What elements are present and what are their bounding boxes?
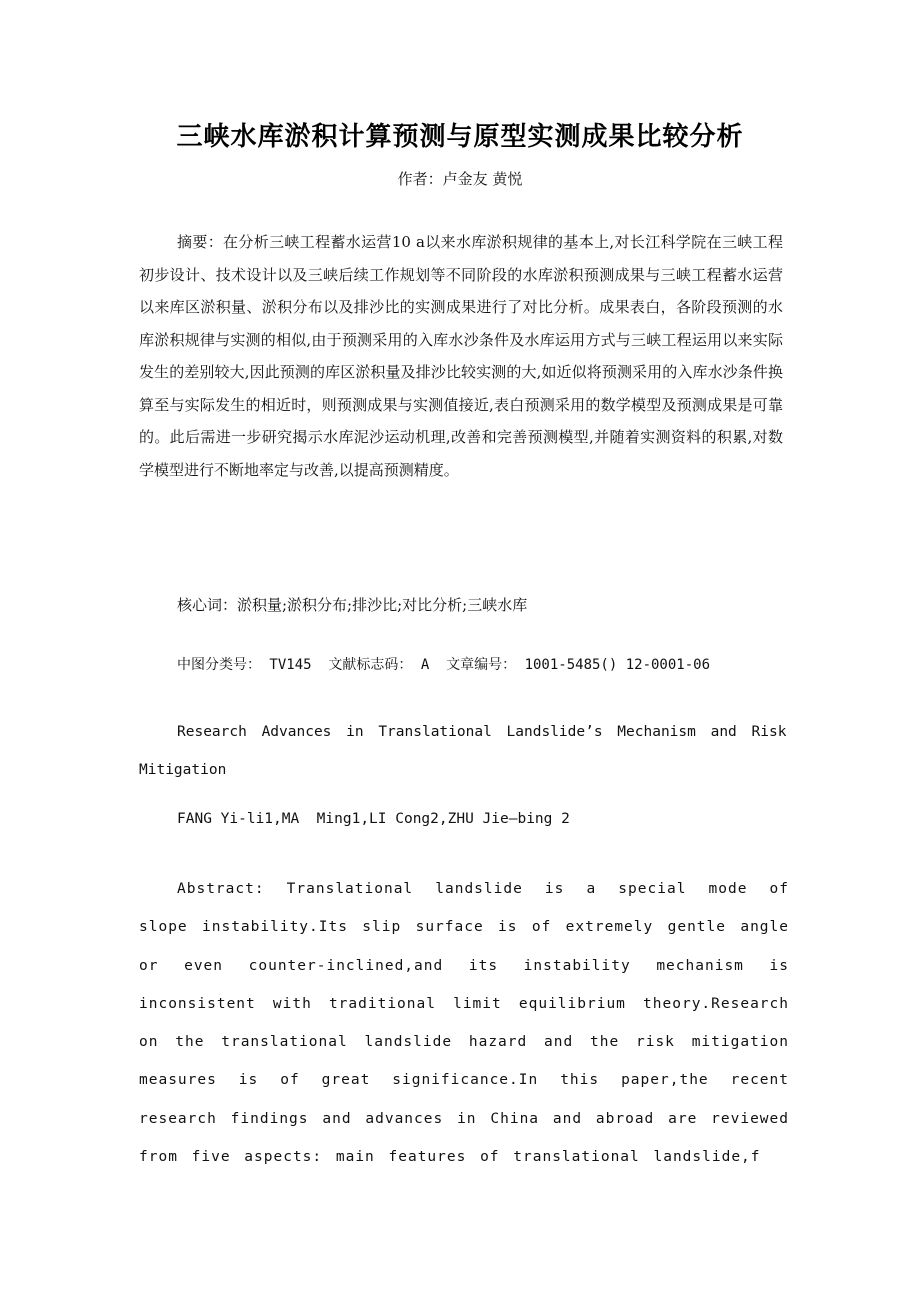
keywords-line: 核心词：淤积量;淤积分布;排沙比;对比分析;三峡水库 (177, 596, 528, 614)
paper-title: 三峡水库淤积计算预测与原型实测成果比较分析 (176, 122, 744, 152)
chinese-abstract: 摘要：在分析三峡工程蓄水运营10 a以来水库淤积规律的基本上,对长江科学院在三峡工程初步设计、技术设计以及三峡后续工作规划等不同阶段的水库淤积预测成果与三峡工程蓄水运营以来库区淤积量、淤积分布以及排沙比的实测成果进行了对比分析。成果表白，各阶段预测的水库淤积规律与实测的相似,由于预测采用的入库水沙条件及水库运用方式与三峡工程运用以来实际发生的差别较大,因此预测的库区淤积量及排沙比较实测的大,如近似将预测采用的入库水沙条件换算至与实际发生的相近时，则预测成果与实测值接近,表白预测采用的数学模型及预测成果是可靠的。此后需进一步研究揭示水库泥沙运动机理,改善和完善预测模型,并随着实测资料的积累,对数学模型进行不断地率定与改善,以提高预测精度。 (139, 233, 783, 479)
classification-line: 中图分类号： TV145 文献标志码： A 文章编号： 1001-5485() 12-0001-06 (177, 657, 711, 673)
author-line: 作者：卢金友 黄悦 (397, 170, 523, 188)
english-abstract: Abstract: Translational landslide is a special mode of slope instability.Its slip surface is of extremely gentle angle or even counter-inclined,and its instability mechanism is inconsistent with traditional limit equilibrium theory.Research on the translational landslide hazard and the risk mitigation measures is of great significance.In this paper,the recent research findings and advances in China and abroad are reviewed from five aspects: main features of translational landslide,f (139, 881, 789, 1166)
english-title: Research Advances in Translational Landslide’s Mechanism and Risk Mitigation (139, 724, 787, 778)
english-authors: FANG Yi-li1,MA Ming1,LI Cong2,ZHU Jie—bing 2 (177, 811, 570, 827)
